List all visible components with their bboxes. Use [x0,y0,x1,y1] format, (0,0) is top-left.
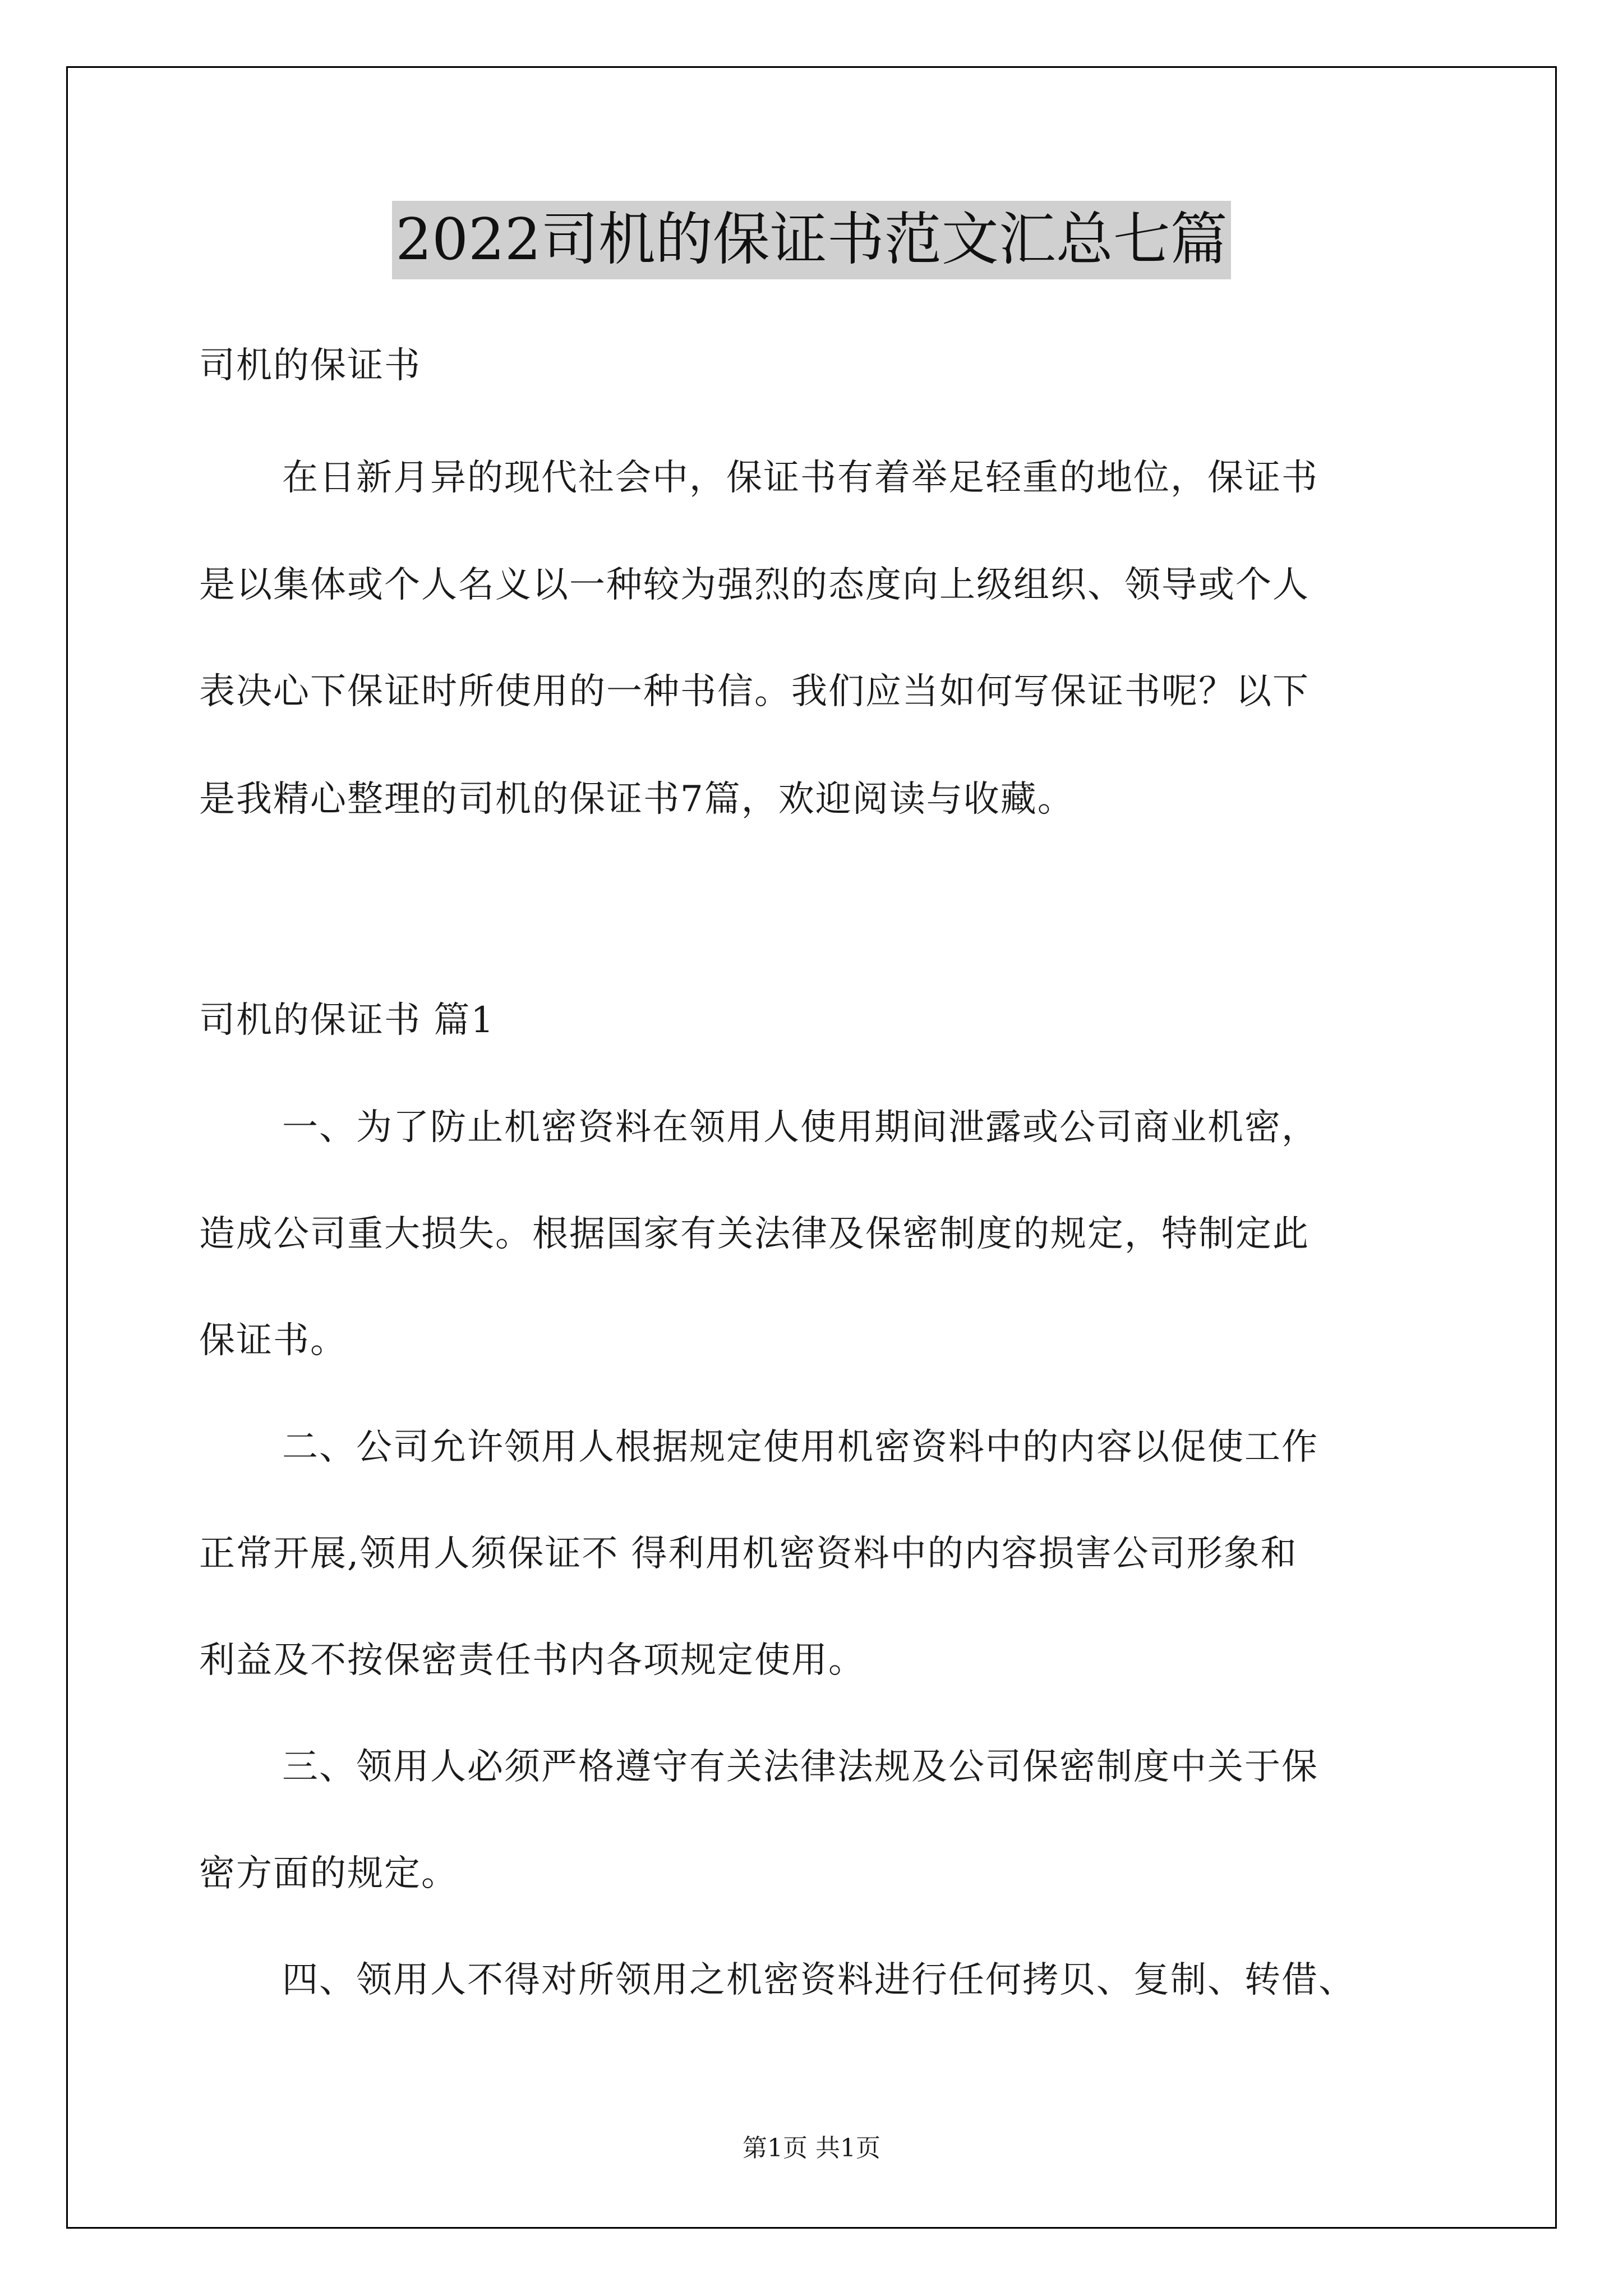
page-footer: 第1页 共1页 [743,2134,880,2162]
document-title: 2022司机的保证书范文汇总七篇 [392,201,1231,279]
paragraph-line: 是我精心整理的司机的保证书7篇，欢迎阅读与收藏。 [199,779,1075,820]
section-heading: 司机的保证书 [199,345,421,386]
paragraph-line: 三、领用人必须严格遵守有关法律法规及公司保密制度中关于保 [282,1746,1318,1788]
paragraph-line: 是以集体或个人名义以一种较为强烈的态度向上级组织、领导或个人 [199,564,1310,606]
paragraph-line: 二、公司允许领用人根据规定使用机密资料中的内容以促使工作 [282,1427,1318,1468]
title-container [0,201,1623,279]
paragraph-line: 表决心下保证时所使用的一种书信。我们应当如何写保证书呢？以下 [199,671,1310,712]
paragraph-line: 正常开展,领用人须保证不 得利用机密资料中的内容损害公司形象和 [199,1533,1298,1575]
paragraph-line: 利益及不按保密责任书内各项规定使用。 [199,1640,865,1681]
paragraph-line: 密方面的规定。 [199,1853,458,1894]
section-heading: 司机的保证书 篇1 [199,1000,495,1041]
paragraph-line: 一、为了防止机密资料在领用人使用期间泄露或公司商业机密， [282,1107,1318,1148]
paragraph-line: 四、领用人不得对所领用之机密资料进行任何拷贝、复制、转借、 [282,1959,1355,2001]
paragraph-line: 在日新月异的现代社会中，保证书有着举足轻重的地位，保证书 [282,457,1318,499]
paragraph-line: 保证书。 [199,1320,347,1361]
paragraph-line: 造成公司重大损失。根据国家有关法律及保密制度的规定，特制定此 [199,1213,1310,1255]
